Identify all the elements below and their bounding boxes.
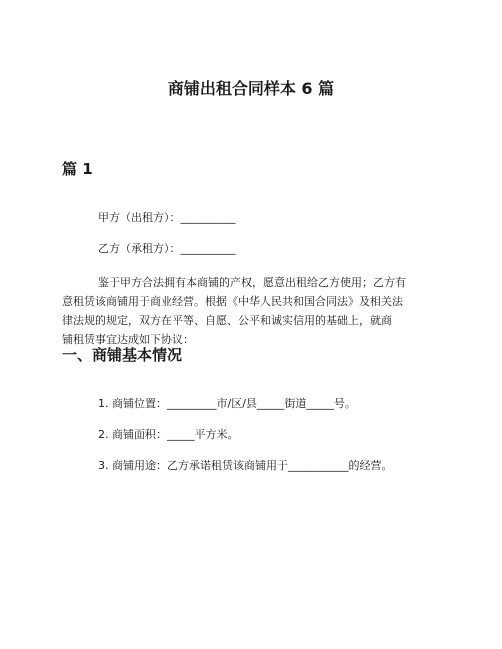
intro-line: 铺租赁事宜达成如下协议： xyxy=(62,333,194,346)
intro-line: 鉴于甲方合法拥有本商铺的产权，愿意出租给乙方使用；乙方有 xyxy=(98,276,406,289)
intro-paragraph xyxy=(62,273,442,349)
part-heading: 篇 1 xyxy=(62,160,93,178)
list-item-usage: 3. 商铺用途：乙方承诺租赁该商铺用于___________的经营。 xyxy=(98,459,393,472)
intro-line: 律法规的规定，双方在平等、自愿、公平和诚实信用的基础上，就商 xyxy=(62,314,392,327)
document-title: 商铺出租合同样本 6 篇 xyxy=(167,79,335,98)
list-item-area: 2. 商铺面积：_____平方米。 xyxy=(98,428,239,441)
party-b-line: 乙方（承租方）：__________ xyxy=(98,242,236,255)
list-item-location: 1. 商铺位置：_________市/区/县_____街道_____号。 xyxy=(98,397,356,410)
section-heading-basic-info: 一、商铺基本情况 xyxy=(62,346,183,364)
intro-line: 意租赁该商铺用于商业经营。根据《中华人民共和国合同法》及相关法 xyxy=(62,295,403,308)
party-a-line: 甲方（出租方）：__________ xyxy=(98,211,236,224)
